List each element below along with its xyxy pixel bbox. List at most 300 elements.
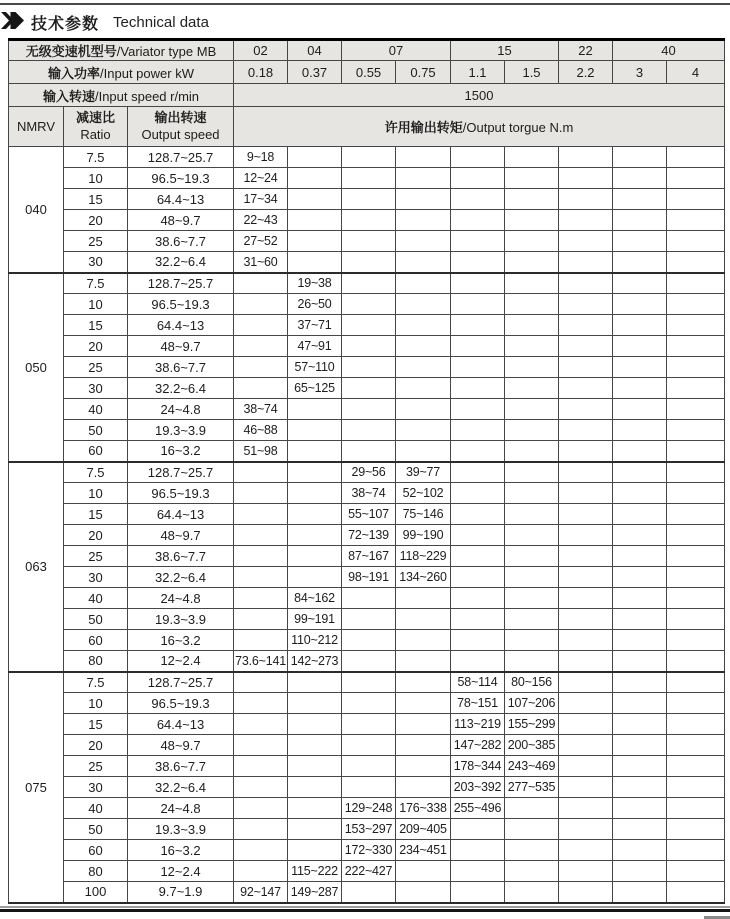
torque-cell <box>505 861 559 882</box>
torque-cell <box>667 609 725 630</box>
torque-cell <box>451 399 505 420</box>
nmrv-column-header: NMRV <box>9 107 64 147</box>
torque-cell <box>613 735 667 756</box>
table-row <box>9 672 725 693</box>
torque-cell <box>559 294 613 315</box>
torque-cell <box>613 336 667 357</box>
torque-cell: 203~392 <box>451 777 505 798</box>
table-row <box>9 441 725 462</box>
torque-cell <box>342 693 396 714</box>
power-cell: 0.55 <box>342 61 396 84</box>
torque-cell <box>559 735 613 756</box>
torque-cell <box>505 819 559 840</box>
torque-cell <box>559 315 613 336</box>
torque-cell <box>396 378 451 399</box>
torque-cell <box>667 378 725 399</box>
output-speed-cell: 16~3.2 <box>128 441 234 462</box>
torque-cell <box>396 651 451 672</box>
torque-cell <box>667 567 725 588</box>
torque-cell <box>396 441 451 462</box>
torque-cell <box>559 630 613 651</box>
torque-cell <box>613 378 667 399</box>
torque-cell <box>396 588 451 609</box>
torque-cell <box>451 294 505 315</box>
input-power-label <box>9 61 234 84</box>
input-speed-label-en: Input speed r/min <box>98 88 200 104</box>
torque-cell <box>613 483 667 504</box>
torque-cell: 39~77 <box>396 462 451 483</box>
torque-cell <box>342 189 396 210</box>
ratio-cell: 30 <box>64 378 128 399</box>
torque-cell <box>451 651 505 672</box>
torque-cell <box>288 819 342 840</box>
table-body <box>9 147 725 903</box>
output-speed-cell: 24~4.8 <box>128 399 234 420</box>
output-speed-cell: 128.7~25.7 <box>128 273 234 294</box>
ratio-cell: 40 <box>64 588 128 609</box>
output-speed-cell: 48~9.7 <box>128 525 234 546</box>
power-cell: 0.18 <box>234 61 288 84</box>
model-cell: 15 <box>451 40 559 61</box>
torque-cell: 209~405 <box>396 819 451 840</box>
torque-cell <box>613 546 667 567</box>
output-speed-cell: 64.4~13 <box>128 315 234 336</box>
torque-cell: 46~88 <box>234 420 288 441</box>
output-speed-cell: 48~9.7 <box>128 210 234 231</box>
torque-cell <box>342 231 396 252</box>
torque-cell <box>505 798 559 819</box>
torque-cell <box>559 483 613 504</box>
torque-cell <box>451 840 505 861</box>
torque-cell <box>234 483 288 504</box>
torque-cell <box>288 168 342 189</box>
torque-cell <box>288 735 342 756</box>
torque-cell <box>667 504 725 525</box>
output-speed-header-zh: 输出转速 <box>154 110 207 126</box>
torque-cell <box>451 378 505 399</box>
torque-cell <box>505 315 559 336</box>
torque-cell <box>288 693 342 714</box>
torque-header-zh: 许用输出转矩 <box>384 120 463 135</box>
torque-cell: 243~469 <box>505 756 559 777</box>
torque-cell: 65~125 <box>288 378 342 399</box>
torque-cell <box>342 273 396 294</box>
torque-cell <box>559 399 613 420</box>
torque-cell <box>667 630 725 651</box>
torque-cell: 27~52 <box>234 231 288 252</box>
torque-cell: 84~162 <box>288 588 342 609</box>
torque-cell: 118~229 <box>396 546 451 567</box>
torque-cell <box>288 798 342 819</box>
ratio-cell: 15 <box>64 714 128 735</box>
ratio-cell: 40 <box>64 798 128 819</box>
torque-cell <box>288 777 342 798</box>
torque-cell <box>396 336 451 357</box>
torque-cell: 55~107 <box>342 504 396 525</box>
ratio-cell: 20 <box>64 210 128 231</box>
torque-cell <box>288 252 342 273</box>
table-row <box>9 357 725 378</box>
torque-cell <box>396 189 451 210</box>
torque-cell <box>559 168 613 189</box>
ratio-header-en: Ratio <box>80 126 111 142</box>
nmrv-size-cell: 050 <box>9 273 64 462</box>
torque-cell <box>559 252 613 273</box>
torque-cell <box>613 168 667 189</box>
torque-cell <box>505 336 559 357</box>
torque-cell <box>559 546 613 567</box>
torque-cell: 115~222 <box>288 861 342 882</box>
ratio-cell: 20 <box>64 525 128 546</box>
title-chinese: 技术参数 <box>31 16 100 33</box>
variator-model-row <box>9 40 725 61</box>
table-row <box>9 735 725 756</box>
torque-cell <box>559 693 613 714</box>
torque-cell: 38~74 <box>234 399 288 420</box>
torque-cell <box>234 777 288 798</box>
torque-cell <box>613 315 667 336</box>
torque-cell <box>505 840 559 861</box>
double-chevron-icon <box>1 12 24 34</box>
torque-cell <box>342 588 396 609</box>
ratio-cell: 25 <box>64 231 128 252</box>
torque-cell <box>288 441 342 462</box>
torque-cell <box>451 483 505 504</box>
torque-cell: 57~110 <box>288 357 342 378</box>
output-speed-cell: 64.4~13 <box>128 189 234 210</box>
torque-cell <box>667 357 725 378</box>
torque-cell <box>234 357 288 378</box>
output-speed-cell: 128.7~25.7 <box>128 672 234 693</box>
torque-cell <box>342 168 396 189</box>
torque-cell <box>451 525 505 546</box>
torque-cell <box>396 756 451 777</box>
torque-cell <box>559 819 613 840</box>
torque-cell: 73.6~141 <box>234 651 288 672</box>
torque-cell <box>613 672 667 693</box>
torque-cell <box>234 756 288 777</box>
input-power-label-en: Input power kW <box>103 65 194 81</box>
table-row <box>9 462 725 483</box>
torque-cell <box>451 336 505 357</box>
torque-cell <box>613 504 667 525</box>
torque-cell: 17~34 <box>234 189 288 210</box>
torque-cell <box>559 231 613 252</box>
torque-cell: 9~18 <box>234 147 288 168</box>
torque-cell <box>396 252 451 273</box>
output-speed-cell: 96.5~19.3 <box>128 693 234 714</box>
torque-cell <box>288 714 342 735</box>
torque-cell <box>234 336 288 357</box>
torque-cell <box>396 147 451 168</box>
torque-cell: 134~260 <box>396 567 451 588</box>
page-bottom-rule-black <box>0 909 730 912</box>
model-cell: 22 <box>559 40 613 61</box>
torque-cell: 92~147 <box>234 882 288 903</box>
input-speed-label-zh: 输入转速 <box>42 88 95 104</box>
torque-cell <box>613 231 667 252</box>
table-row <box>9 168 725 189</box>
table-row <box>9 483 725 504</box>
table-row <box>9 609 725 630</box>
torque-cell <box>667 231 725 252</box>
variator-type-label-zh: 无级变速机型号 <box>25 44 117 59</box>
torque-cell <box>342 735 396 756</box>
torque-cell: 72~139 <box>342 525 396 546</box>
output-speed-cell: 38.6~7.7 <box>128 357 234 378</box>
output-speed-cell: 96.5~19.3 <box>128 168 234 189</box>
torque-cell <box>505 357 559 378</box>
torque-cell <box>342 399 396 420</box>
page-title <box>1 11 209 34</box>
ratio-cell: 10 <box>64 168 128 189</box>
torque-cell <box>613 819 667 840</box>
torque-cell <box>613 357 667 378</box>
table-row <box>9 756 725 777</box>
ratio-column-header <box>64 107 128 147</box>
table-row <box>9 210 725 231</box>
torque-cell: 80~156 <box>505 672 559 693</box>
table-row <box>9 189 725 210</box>
torque-cell <box>451 861 505 882</box>
torque-header-en: Output torgue N.m <box>466 120 574 135</box>
torque-cell <box>342 336 396 357</box>
table-row <box>9 315 725 336</box>
output-speed-cell: 48~9.7 <box>128 336 234 357</box>
output-speed-cell: 38.6~7.7 <box>128 756 234 777</box>
ratio-cell: 10 <box>64 693 128 714</box>
torque-cell <box>613 756 667 777</box>
torque-cell: 31~60 <box>234 252 288 273</box>
output-speed-cell: 32.2~6.4 <box>128 567 234 588</box>
torque-cell <box>342 777 396 798</box>
power-cell: 0.75 <box>396 61 451 84</box>
torque-cell <box>396 294 451 315</box>
torque-cell: 129~248 <box>342 798 396 819</box>
torque-cell <box>234 693 288 714</box>
torque-cell <box>613 210 667 231</box>
torque-cell <box>288 546 342 567</box>
torque-cell <box>559 462 613 483</box>
table-row <box>9 294 725 315</box>
output-speed-cell: 48~9.7 <box>128 735 234 756</box>
torque-cell <box>505 399 559 420</box>
ratio-cell: 25 <box>64 546 128 567</box>
torque-cell <box>505 378 559 399</box>
torque-cell <box>505 231 559 252</box>
ratio-cell: 50 <box>64 609 128 630</box>
torque-cell <box>667 840 725 861</box>
torque-cell <box>288 525 342 546</box>
torque-cell <box>342 420 396 441</box>
torque-cell <box>505 609 559 630</box>
torque-cell: 52~102 <box>396 483 451 504</box>
torque-cell <box>667 882 725 903</box>
nmrv-size-cell: 063 <box>9 462 64 672</box>
torque-cell <box>234 861 288 882</box>
torque-cell <box>613 441 667 462</box>
torque-cell <box>667 294 725 315</box>
ratio-cell: 60 <box>64 630 128 651</box>
torque-cell <box>667 693 725 714</box>
torque-cell: 200~385 <box>505 735 559 756</box>
output-speed-cell: 12~2.4 <box>128 651 234 672</box>
torque-cell <box>505 189 559 210</box>
torque-cell: 222~427 <box>342 861 396 882</box>
torque-cell <box>505 168 559 189</box>
nmrv-size-cell: 075 <box>9 672 64 903</box>
output-speed-cell: 19.3~3.9 <box>128 819 234 840</box>
variator-type-label-en: Variator type MB <box>120 44 217 59</box>
label-separator: / <box>462 120 467 135</box>
torque-cell <box>451 210 505 231</box>
table-row <box>9 336 725 357</box>
table-row <box>9 273 725 294</box>
torque-cell <box>451 567 505 588</box>
torque-cell <box>667 588 725 609</box>
torque-cell <box>451 189 505 210</box>
ratio-cell: 7.5 <box>64 147 128 168</box>
output-speed-cell: 64.4~13 <box>128 714 234 735</box>
torque-cell <box>505 483 559 504</box>
ratio-cell: 20 <box>64 735 128 756</box>
torque-cell <box>505 420 559 441</box>
torque-cell <box>234 672 288 693</box>
torque-cell: 149~287 <box>288 882 342 903</box>
torque-cell <box>613 147 667 168</box>
model-cell: 04 <box>288 40 342 61</box>
torque-cell <box>613 840 667 861</box>
torque-cell <box>667 525 725 546</box>
torque-cell <box>613 525 667 546</box>
torque-cell <box>342 147 396 168</box>
torque-cell: 178~344 <box>451 756 505 777</box>
torque-cell <box>451 882 505 903</box>
torque-cell <box>396 273 451 294</box>
table-row <box>9 819 725 840</box>
torque-cell: 234~451 <box>396 840 451 861</box>
torque-cell: 29~56 <box>342 462 396 483</box>
torque-cell <box>613 189 667 210</box>
torque-cell <box>559 840 613 861</box>
torque-cell <box>342 882 396 903</box>
table-row <box>9 651 725 672</box>
torque-cell <box>288 189 342 210</box>
ratio-cell: 7.5 <box>64 462 128 483</box>
power-cell: 3 <box>613 61 667 84</box>
torque-cell <box>396 630 451 651</box>
torque-cell <box>559 147 613 168</box>
torque-cell: 58~114 <box>451 672 505 693</box>
table-row <box>9 693 725 714</box>
torque-cell <box>559 672 613 693</box>
page-bottom-rule-gray <box>0 906 730 908</box>
torque-cell <box>342 210 396 231</box>
torque-cell: 107~206 <box>505 693 559 714</box>
torque-cell: 113~219 <box>451 714 505 735</box>
torque-cell <box>667 273 725 294</box>
torque-cell <box>234 588 288 609</box>
torque-cell: 155~299 <box>505 714 559 735</box>
model-cell: 40 <box>613 40 725 61</box>
table-row <box>9 252 725 273</box>
power-cell: 1.1 <box>451 61 505 84</box>
torque-cell <box>505 651 559 672</box>
torque-cell <box>451 462 505 483</box>
torque-cell <box>451 819 505 840</box>
torque-cell <box>613 714 667 735</box>
torque-cell: 110~212 <box>288 630 342 651</box>
table-row <box>9 630 725 651</box>
label-separator: / <box>94 88 99 104</box>
torque-cell <box>559 420 613 441</box>
table-row <box>9 882 725 903</box>
torque-cell: 255~496 <box>451 798 505 819</box>
torque-cell: 78~151 <box>451 693 505 714</box>
variator-type-label <box>9 40 234 61</box>
torque-cell <box>234 714 288 735</box>
torque-cell <box>451 357 505 378</box>
torque-cell <box>234 273 288 294</box>
torque-cell <box>667 798 725 819</box>
torque-cell <box>613 567 667 588</box>
torque-cell <box>234 378 288 399</box>
torque-cell <box>559 567 613 588</box>
ratio-cell: 10 <box>64 294 128 315</box>
input-speed-row <box>9 84 725 107</box>
torque-cell <box>613 777 667 798</box>
torque-cell <box>559 588 613 609</box>
torque-cell <box>288 231 342 252</box>
ratio-cell: 50 <box>64 420 128 441</box>
torque-cell <box>396 882 451 903</box>
torque-cell <box>288 483 342 504</box>
output-speed-cell: 38.6~7.7 <box>128 546 234 567</box>
torque-cell <box>396 609 451 630</box>
input-power-row <box>9 61 725 84</box>
torque-cell <box>234 819 288 840</box>
torque-cell <box>396 231 451 252</box>
torque-cell: 22~43 <box>234 210 288 231</box>
torque-cell <box>613 294 667 315</box>
ratio-cell: 40 <box>64 399 128 420</box>
torque-cell <box>451 168 505 189</box>
torque-cell: 87~167 <box>342 546 396 567</box>
ratio-cell: 50 <box>64 819 128 840</box>
torque-cell <box>559 378 613 399</box>
output-speed-cell: 32.2~6.4 <box>128 378 234 399</box>
ratio-cell: 15 <box>64 504 128 525</box>
torque-cell: 12~24 <box>234 168 288 189</box>
torque-cell <box>667 189 725 210</box>
torque-cell <box>288 462 342 483</box>
torque-cell <box>667 210 725 231</box>
torque-cell: 51~98 <box>234 441 288 462</box>
torque-cell: 38~74 <box>342 483 396 504</box>
torque-cell <box>559 525 613 546</box>
torque-cell <box>505 294 559 315</box>
output-speed-cell: 128.7~25.7 <box>128 147 234 168</box>
torque-cell <box>288 147 342 168</box>
torque-cell <box>342 315 396 336</box>
torque-cell: 19~38 <box>288 273 342 294</box>
torque-cell <box>288 399 342 420</box>
torque-cell <box>234 630 288 651</box>
technical-data-table <box>8 38 725 904</box>
torque-cell <box>613 252 667 273</box>
torque-cell <box>234 525 288 546</box>
torque-cell <box>234 315 288 336</box>
